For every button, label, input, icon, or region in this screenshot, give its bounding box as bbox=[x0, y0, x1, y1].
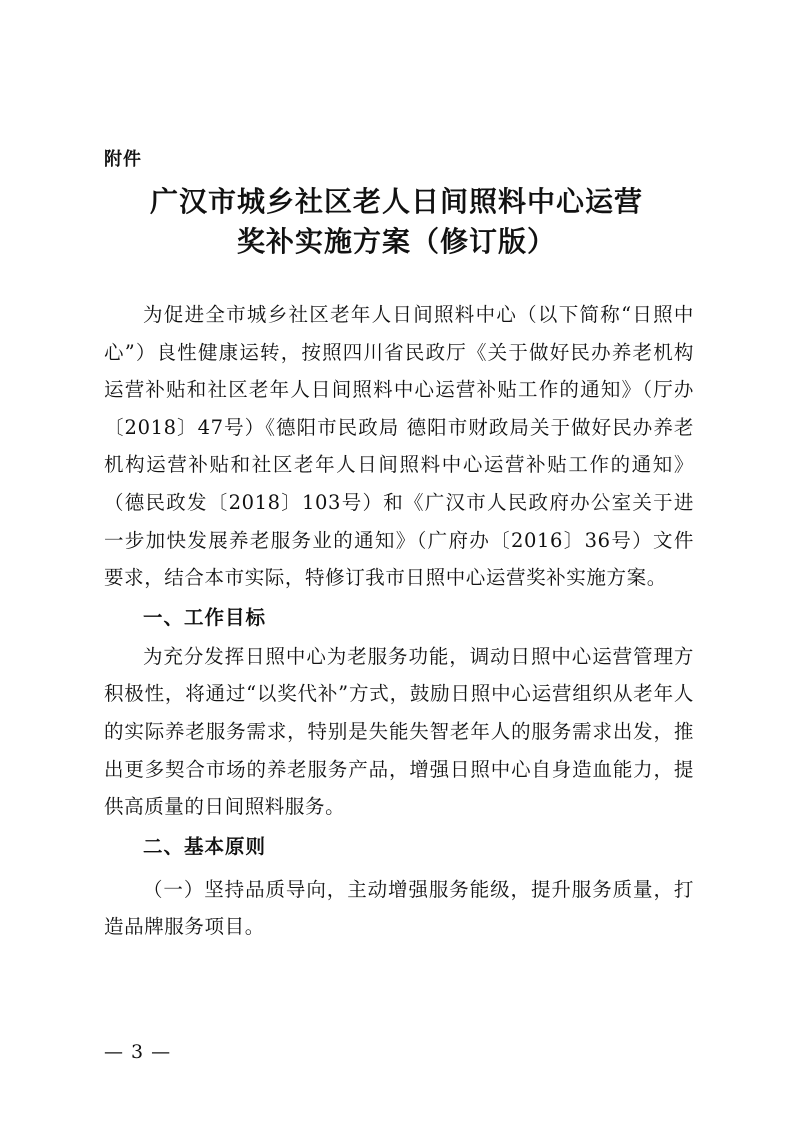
section-heading-goals: 一、工作目标 bbox=[143, 605, 267, 629]
document-title-line-1: 广汉市城乡社区老人日间照料中心运营 bbox=[149, 185, 643, 218]
page-number: — 3 — bbox=[104, 1041, 172, 1063]
intro-paragraph: 为促进全市城乡社区老年人日间照料中心（以下简称“日照中心”）良性健康运转，按照四川省民政厅《关于做好民办养老机构运营补贴和社区老年人日间照料中心运营补贴工作的通知》（厅办〔2018〕47号）《德阳市民政局 德阳市财政局关于做好民办养老机构运营补贴和社区老年人日间照料中心运营补贴工作的通知》（德民政发〔2018〕103号）和《广汉市人民政府办公室关于进一步加快发展养老服务业的通知》（广府办〔2016〕36号）文件要求，结合本市实际，特修订我市日照中心运营奖补实施方案。 bbox=[104, 303, 694, 590]
document-body bbox=[104, 296, 694, 946]
attachment-label: 附件 bbox=[104, 149, 142, 170]
principle-item-1: （一）坚持品质导向，主动增强服务能级，提升服务质量，打造品牌服务项目。 bbox=[104, 877, 694, 939]
goals-paragraph: 为充分发挥日照中心为老服务功能，调动日照中心运营管理方积极性，将通过“以奖代补”方式，鼓励日照中心运营组织从老年人的实际养老服务需求，特别是失能失智老年人的服务需求出发，推出更多契合市场的养老服务产品，增强日照中心自身造血能力，提供高质量的日间照料服务。 bbox=[104, 644, 694, 819]
section-heading-principles: 二、基本原则 bbox=[143, 834, 267, 858]
document-title-line-2: 奖补实施方案（修订版） bbox=[236, 225, 556, 258]
